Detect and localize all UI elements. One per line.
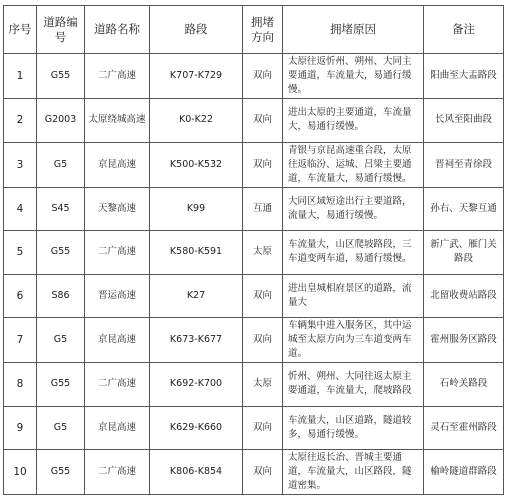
cell-direction: 双向 xyxy=(243,274,283,318)
cell-road-name: 天黎高速 xyxy=(85,187,150,231)
cell-note: 榆岭隧道群路段 xyxy=(424,450,504,495)
cell-reason: 进出太原的主要通道，车流量大，易通行缓慢。 xyxy=(283,99,424,143)
table-row xyxy=(4,187,504,231)
cell-section: K629-K660 xyxy=(150,406,243,450)
cell-direction: 双向 xyxy=(243,99,283,143)
header-road-name: 道路名称 xyxy=(85,6,150,54)
cell-reason: 车流量大，山区爬坡路段，三车道变两车道，易通行缓慢。 xyxy=(283,231,424,275)
cell-section: K673-K677 xyxy=(150,318,243,363)
cell-reason: 青银与京昆高速重合段，太原往返临汾、运城、吕梁主要通道，车流量大，易通行缓慢。 xyxy=(283,142,424,187)
cell-road-code: G5 xyxy=(37,142,85,187)
table-row xyxy=(4,231,504,275)
table-row xyxy=(4,274,504,318)
cell-road-name: 晋运高速 xyxy=(85,274,150,318)
cell-reason: 进出皇城相府景区的道路，流量大 xyxy=(283,274,424,318)
cell-note: 石岭关路段 xyxy=(424,363,504,407)
cell-reason: 车流量大，山区道路，隧道较多，易通行缓慢。 xyxy=(283,406,424,450)
header-seq: 序号 xyxy=(4,6,37,54)
table-row xyxy=(4,99,504,143)
header-road-code: 道路编号 xyxy=(37,6,85,54)
cell-direction: 双向 xyxy=(243,406,283,450)
cell-reason: 太原往返长治、晋城主要通道，车流量大，山区路段，隧道密集。 xyxy=(283,450,424,495)
cell-note: 新广武、雁门关路段 xyxy=(424,231,504,275)
cell-road-code: G55 xyxy=(37,231,85,275)
cell-section: K692-K700 xyxy=(150,363,243,407)
cell-section: K806-K854 xyxy=(150,450,243,495)
header-section: 路段 xyxy=(150,6,243,54)
cell-road-name: 二广高速 xyxy=(85,54,150,99)
cell-section: K99 xyxy=(150,187,243,231)
cell-road-name: 京昆高速 xyxy=(85,406,150,450)
congestion-table xyxy=(3,5,504,495)
cell-road-code: S45 xyxy=(37,187,85,231)
cell-note: 孙右、天黎互通 xyxy=(424,187,504,231)
cell-reason: 大同区域短途出行主要道路，流量大，易通行缓慢。 xyxy=(283,187,424,231)
cell-road-name: 二广高速 xyxy=(85,363,150,407)
cell-direction: 双向 xyxy=(243,318,283,363)
cell-seq: 3 xyxy=(4,142,37,187)
cell-note: 霍州服务区路段 xyxy=(424,318,504,363)
cell-section: K500-K532 xyxy=(150,142,243,187)
header-note: 备注 xyxy=(424,6,504,54)
cell-reason: 忻州、朔州、大同往返太原主要通道，车流量大，爬坡路段 xyxy=(283,363,424,407)
cell-road-code: G2003 xyxy=(37,99,85,143)
cell-road-code: G5 xyxy=(37,318,85,363)
cell-seq: 4 xyxy=(4,187,37,231)
cell-direction: 太原 xyxy=(243,363,283,407)
cell-note: 北留收费站路段 xyxy=(424,274,504,318)
cell-road-name: 京昆高速 xyxy=(85,318,150,363)
cell-seq: 1 xyxy=(4,54,37,99)
table-row xyxy=(4,363,504,407)
table-row xyxy=(4,406,504,450)
cell-section: K27 xyxy=(150,274,243,318)
cell-section: K0-K22 xyxy=(150,99,243,143)
table-row xyxy=(4,54,504,99)
cell-reason: 车辆集中进入服务区，其中运城至太原方向为三车道变两车道。 xyxy=(283,318,424,363)
cell-reason: 太原往返忻州、朔州、大同主要通道，车流量大，易通行缓慢。 xyxy=(283,54,424,99)
cell-direction: 双向 xyxy=(243,450,283,495)
table-row xyxy=(4,142,504,187)
cell-note: 灵石至霍州路段 xyxy=(424,406,504,450)
cell-road-name: 太原绕城高速 xyxy=(85,99,150,143)
cell-section: K580-K591 xyxy=(150,231,243,275)
cell-road-name: 京昆高速 xyxy=(85,142,150,187)
cell-note: 晋祠至青徐段 xyxy=(424,142,504,187)
cell-section: K707-K729 xyxy=(150,54,243,99)
cell-direction: 互通 xyxy=(243,187,283,231)
cell-road-code: G5 xyxy=(37,406,85,450)
cell-seq: 2 xyxy=(4,99,37,143)
cell-direction: 太原 xyxy=(243,231,283,275)
cell-direction: 双向 xyxy=(243,54,283,99)
cell-seq: 7 xyxy=(4,318,37,363)
header-reason: 拥堵原因 xyxy=(283,6,424,54)
header-row xyxy=(4,6,504,54)
cell-note: 阳曲至大盂路段 xyxy=(424,54,504,99)
cell-road-name: 二广高速 xyxy=(85,450,150,495)
cell-road-code: G55 xyxy=(37,363,85,407)
cell-road-code: G55 xyxy=(37,54,85,99)
header-direction: 拥堵方向 xyxy=(243,6,283,54)
cell-seq: 6 xyxy=(4,274,37,318)
cell-note: 长风至阳曲段 xyxy=(424,99,504,143)
cell-direction: 双向 xyxy=(243,142,283,187)
cell-road-code: S86 xyxy=(37,274,85,318)
cell-road-code: G55 xyxy=(37,450,85,495)
table-row xyxy=(4,318,504,363)
cell-seq: 5 xyxy=(4,231,37,275)
table-row xyxy=(4,450,504,495)
cell-seq: 8 xyxy=(4,363,37,407)
cell-seq: 10 xyxy=(4,450,37,495)
cell-seq: 9 xyxy=(4,406,37,450)
cell-road-name: 二广高速 xyxy=(85,231,150,275)
